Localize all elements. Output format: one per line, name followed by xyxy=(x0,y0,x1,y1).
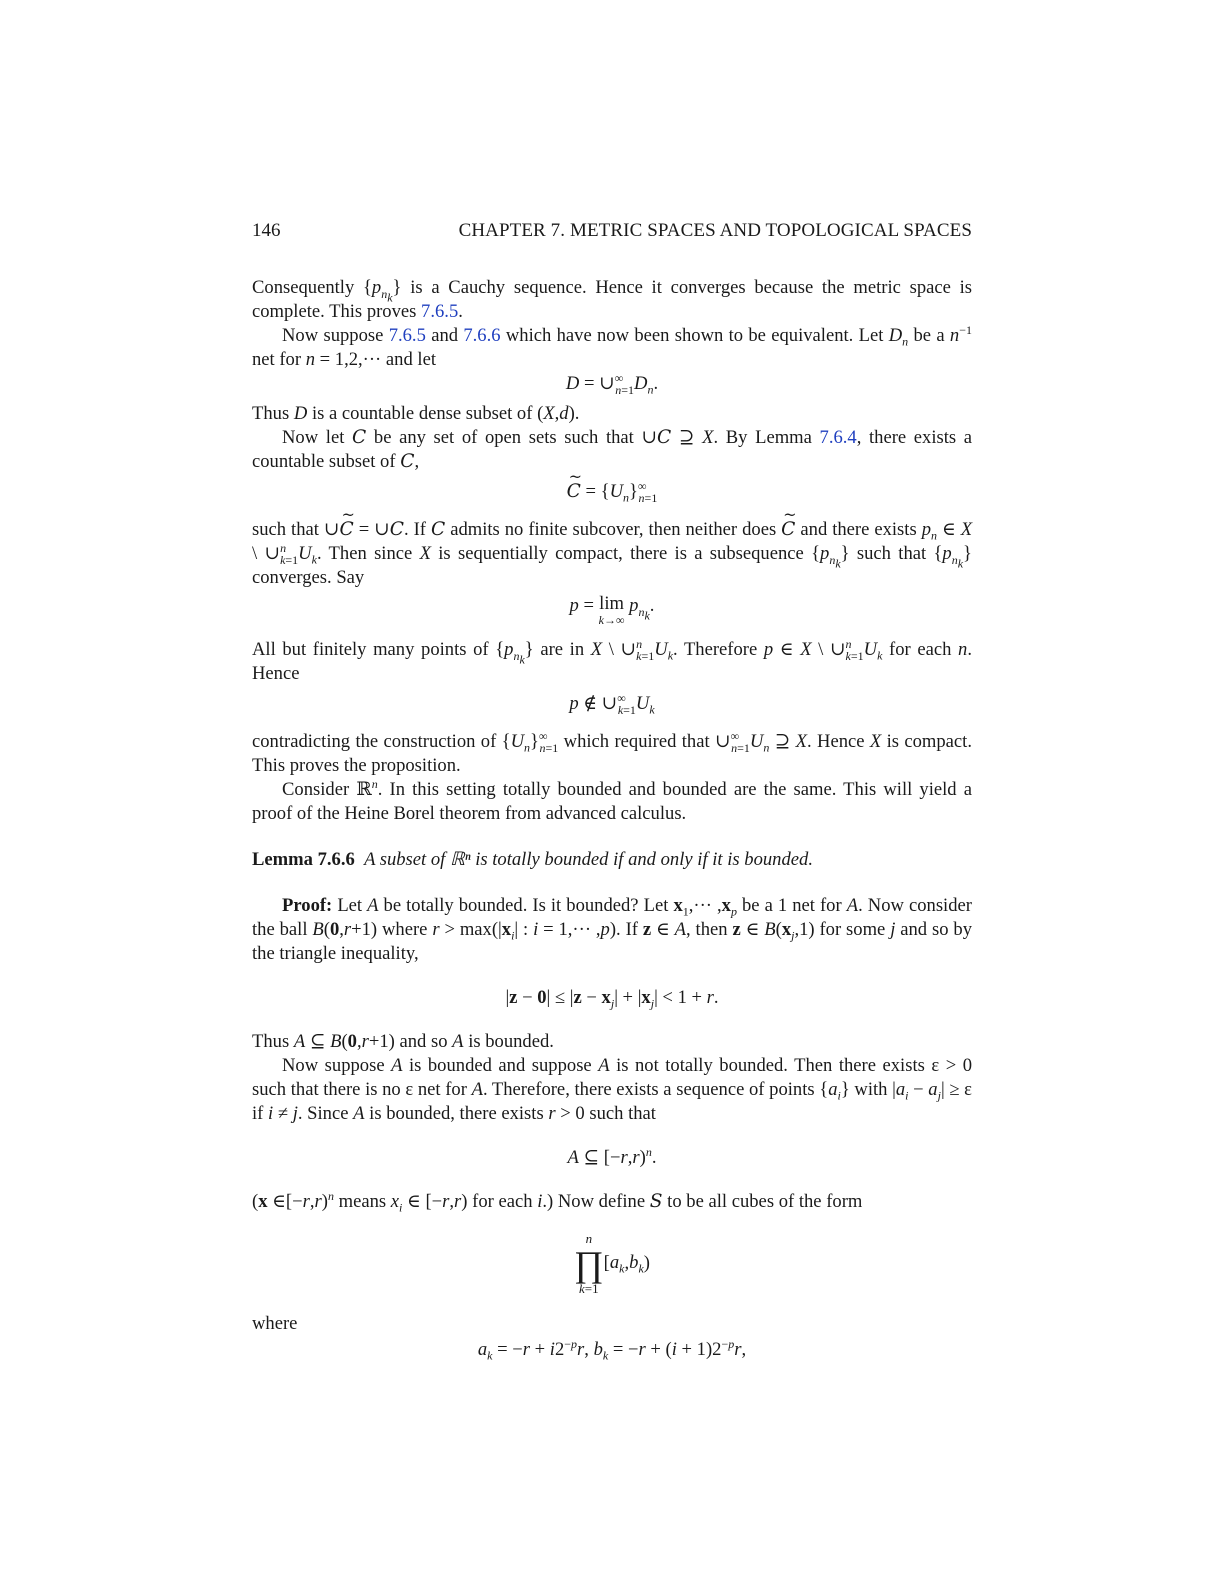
paragraph-all-but: All but finitely many points of $\{p_{n_k}\}$ are in X \ $\cup^n_{k=1}U_k$. Therefore p ∈ X \ $\cup^n_{k=1}U_k$ for each n. Hence xyxy=(252,636,972,684)
equation-triangle: $|z - 0| \le |z - x_j| + |x_j| < 1 + r$. xyxy=(505,987,719,1011)
paragraph-thus-a: Thus A ⊆ B(0,r+1) and so A is bounded. xyxy=(252,1031,554,1052)
equation-ak-bk: $a_k = -r + i2^{-p}r$, $b_k = -r + (i + 1)2^{-p}r$, xyxy=(477,1336,747,1363)
proof-label: Proof: xyxy=(282,895,333,916)
page-header xyxy=(252,220,972,246)
lemma-7-6-6 xyxy=(252,848,972,872)
equation-product: n ∏ k=1 $[a_k,b_k)$ xyxy=(574,1231,650,1296)
paragraph-thus-d: Thus D is a countable dense subset of (X,d). xyxy=(252,403,580,424)
equation-a-cube: A ⊆ [−r,r)$^n$. xyxy=(567,1144,657,1168)
paragraph-such-that: such that ∪~ C = ∪C. If C admits no finite subcover, then neither does ~ C and there exists $p_n$ ∈ X \ $\cup^n_{k=1}U_k$. Then since X is sequentially compact, there is a subsequence $\{p_{n_k}\}$ such that $\{p_{n_k}\}$ converges. Say xyxy=(252,518,972,590)
paragraph-now-let: Now let C be any set of open sets such that ∪C ⊇ X. By Lemma 7.6.4, there exists a countable subset of C, xyxy=(252,427,973,472)
paragraph-proof: Proof: Let A be totally bounded. Is it bounded? Let $x_1,\cdot\cdot\cdot ,x_p$ be a 1 net for A. Now consider the ball B(0,r+1) where $r > \max(|x_i|$ : i = 1,··· ,p). If z ∈ A, then z ∈ $B(x_j,1)$ for some j and so by the triangle inequality, xyxy=(252,895,972,964)
equation-c-tilde: ~ $C = \{U_n\}^\infty_{n=1}$ xyxy=(252,480,972,504)
page-number: 146 xyxy=(252,220,281,241)
equation-limit: p = lim k→∞ $p_{n_k}$. xyxy=(569,593,655,627)
ref-7-6-6-link[interactable]: 7.6.6 xyxy=(463,325,501,346)
paragraph-where: where xyxy=(252,1313,298,1334)
equation-d-union: $D = \cup^\infty_{n=1}D_n$. xyxy=(565,370,659,397)
ref-7-6-4-link[interactable]: 7.6.4 xyxy=(819,427,857,448)
ref-7-6-5-link[interactable]: 7.6.5 xyxy=(421,301,459,322)
page-body xyxy=(252,276,972,1362)
paragraph-cauchy: Consequently $\{p_{n_k}\}$ is a Cauchy sequence. Hence it converges because the metric space is complete. This proves 7.6.5. xyxy=(252,277,973,322)
paragraph-means: (x ∈[−r,r)$^n$ means $x_i$ ∈ [−r,r) for each i.) Now define S to be all cubes of the form xyxy=(252,1188,863,1215)
ref-7-6-5-link[interactable]: 7.6.5 xyxy=(388,325,426,346)
paragraph-now-suppose: Now suppose 7.6.5 and 7.6.6 which have now been shown to be equivalent. Let $D_n$ be a $n^{-1}$ net for n = 1,2,··· and let xyxy=(252,322,972,370)
paragraph-consider-rn: Consider ℝ$^n$. In this setting totally bounded and bounded are the same. This will yield a proof of the Heine Borel theorem from advanced calculus. xyxy=(252,776,972,824)
chapter-title: CHAPTER 7. METRIC SPACES AND TOPOLOGICAL SPACES xyxy=(458,220,972,241)
lemma-statement: A subset of ℝⁿ is totally bounded if and only if it is bounded. xyxy=(364,849,813,870)
paragraph-now-suppose-bounded: Now suppose A is bounded and suppose A is not totally bounded. Then there exists ε > 0 such that there is no ε net for A. Therefore, there exists a sequence of points $\{a_i\}$ with $|a_i - a_j| \ge \varepsilon$ if i ≠ j. Since A is bounded, there exists r > 0 such that xyxy=(252,1055,972,1124)
equation-p-not-in: p ∉ $\cup^\infty_{k=1}U_k$ xyxy=(569,690,655,717)
lemma-label: Lemma 7.6.6 xyxy=(252,849,355,870)
paragraph-contradicting: contradicting the construction of $\{U_n\}^\infty_{n=1}$ which required that $\cup^\infty_{n=1}U_n$ ⊇ X. Hence X is compact. This proves the proposition. xyxy=(252,728,972,776)
